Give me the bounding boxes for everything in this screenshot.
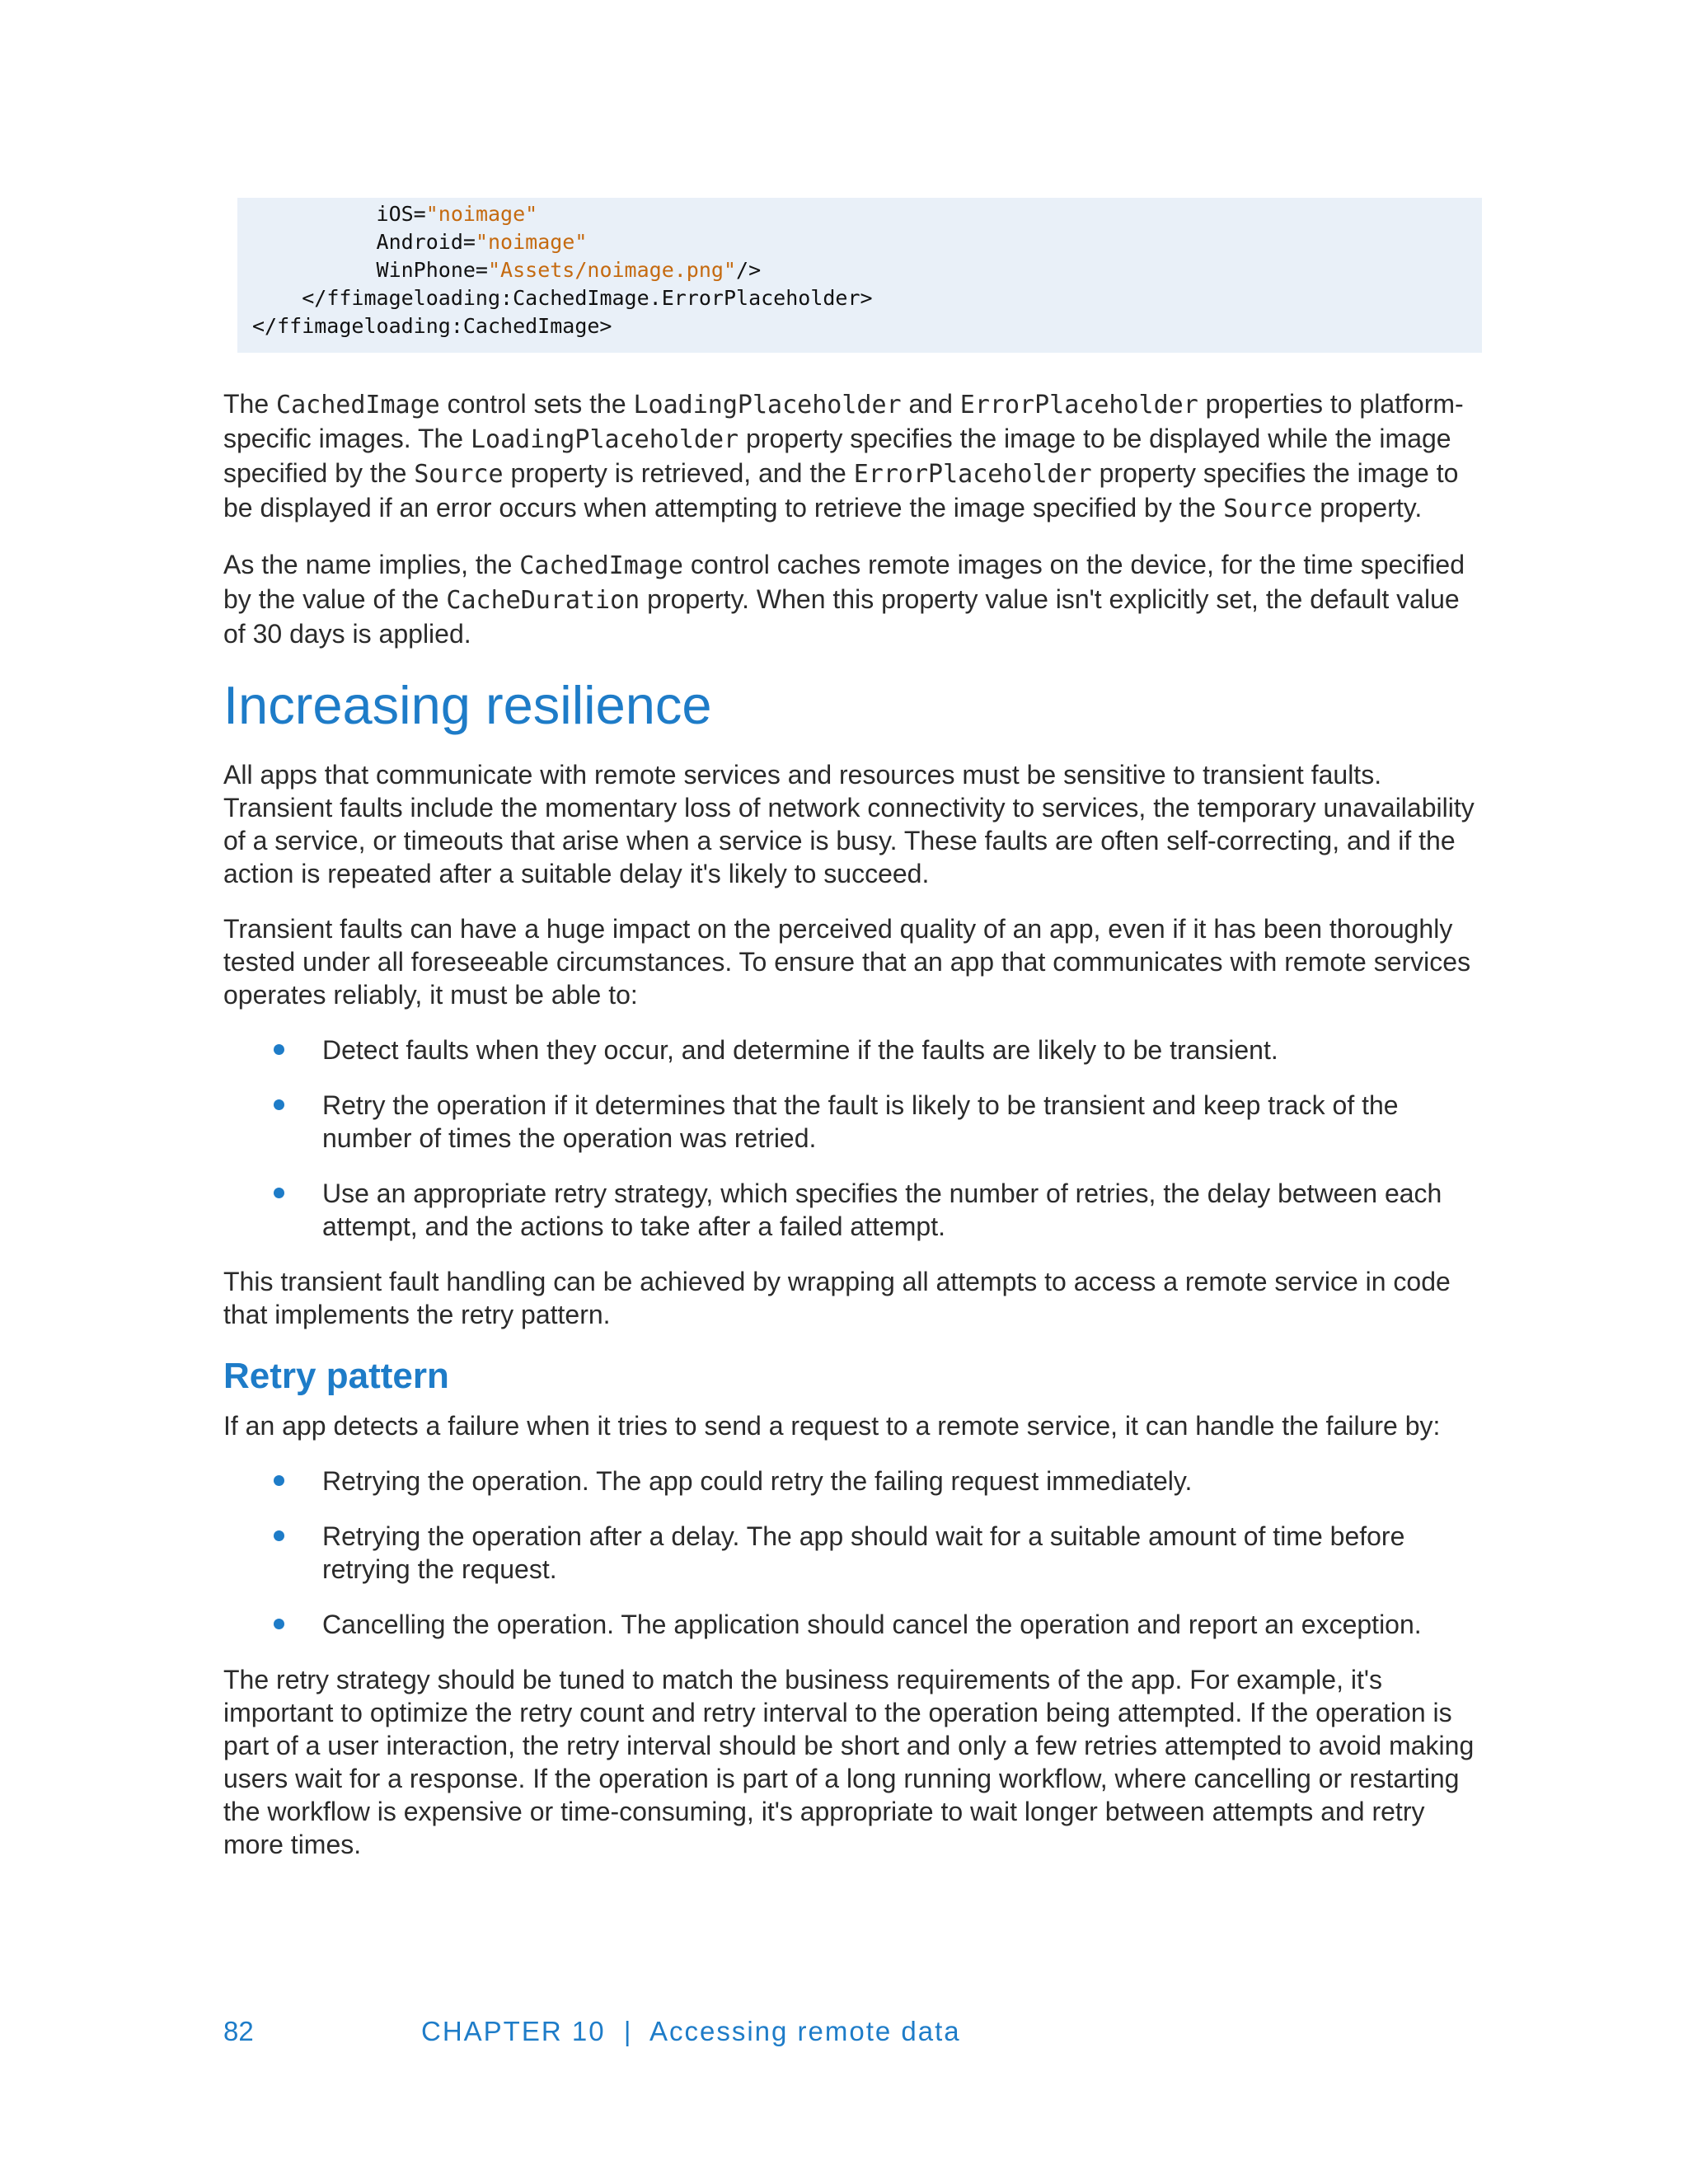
paragraph: Transient faults can have a huge impact on the perceived quality of an app, even if it has been thoroughly tested under all foreseeable circumstances. To ensure that an app that communicates with remote services operates reliably, it must be able to: [223,914,1471,1010]
bullet-icon [274,1619,284,1629]
list-item: Retrying the operation. The app could retry the failing request immediately. [223,1465,1476,1497]
paragraph: The retry strategy should be tuned to match the business requirements of the app. For example, it's important to optimize the retry count and retry interval to the operation being attempted. If the operation is part of a user interaction, the retry interval should be short and only a few retries attempted to avoid making users wait for a response. If the operation is part of a long running workflow, where cancelling or restarting the workflow is expensive or time-consuming, it's appropriate to wait longer between attempts and retry more times. [223,1665,1475,1859]
bullet-list [223,1465,1476,1641]
main-content [223,387,1476,1883]
code-line: iOS="noimage" [376,202,538,226]
paragraph-cache-duration: As the name implies, the CachedImage control caches remote images on the device, for the time specified by the value of the CacheDuration property. When this property value isn't explicitly set, the default value of 30 days is applied. [223,550,1465,649]
section-heading: Increasing resilience [223,675,712,735]
page-number: 82 [223,2016,254,2046]
list-item: Retry the operation if it determines that the fault is likely to be transient and keep track of the number of times the operation was retried. [223,1089,1476,1155]
paragraph: All apps that communicate with remote services and resources must be sensitive to transient faults. Transient faults include the momentary loss of network connectivity to services, the temporary unavailability of a service, or timeouts that arise when a service is busy. These faults are often self-correcting, and if the action is repeated after a suitable delay it's likely to succeed. [223,760,1475,888]
list-item: Retrying the operation after a delay. The app should wait for a suitable amount of time before retrying the request. [223,1520,1476,1586]
list-item: Cancelling the operation. The application should cancel the operation and report an exception. [223,1608,1476,1641]
code-line: Android="noimage" [376,230,588,254]
code-block [237,198,1482,353]
paragraph: This transient fault handling can be achieved by wrapping all attempts to access a remote service in code that implements the retry pattern. [223,1267,1451,1329]
bullet-icon [274,1188,284,1198]
code-line: </ffimageloading:CachedImage> [252,314,612,338]
list-item: Use an appropriate retry strategy, which specifies the number of retries, the delay between each attempt, and the actions to take after a failed attempt. [223,1177,1476,1243]
bullet-icon [274,1475,284,1486]
list-item: Detect faults when they occur, and determine if the faults are likely to be transient. [223,1033,1476,1066]
bullet-icon [274,1044,284,1055]
bullet-icon [274,1099,284,1110]
code-line: WinPhone="Assets/noimage.png"/> [376,258,762,282]
bullet-list [223,1033,1476,1243]
code-line: </ffimageloading:CachedImage.ErrorPlaceholder> [302,286,873,310]
paragraph-cachedimage-placeholders: The CachedImage control sets the LoadingPlaceholder and ErrorPlaceholder properties to platform-specific images. The LoadingPlaceholder property specifies the image to be displayed while the image specified by the Source property is retrieved, and the ErrorPlaceholder property specifies the image to be displayed if an error occurs when attempting to retrieve the image specified by the Source property. [223,389,1464,523]
paragraph: If an app detects a failure when it tries to send a request to a remote service, it can handle the failure by: [223,1411,1441,1441]
subsection-heading: Retry pattern [223,1356,449,1396]
bullet-icon [274,1530,284,1541]
chapter-title: CHAPTER 10 | Accessing remote data [421,2016,961,2046]
